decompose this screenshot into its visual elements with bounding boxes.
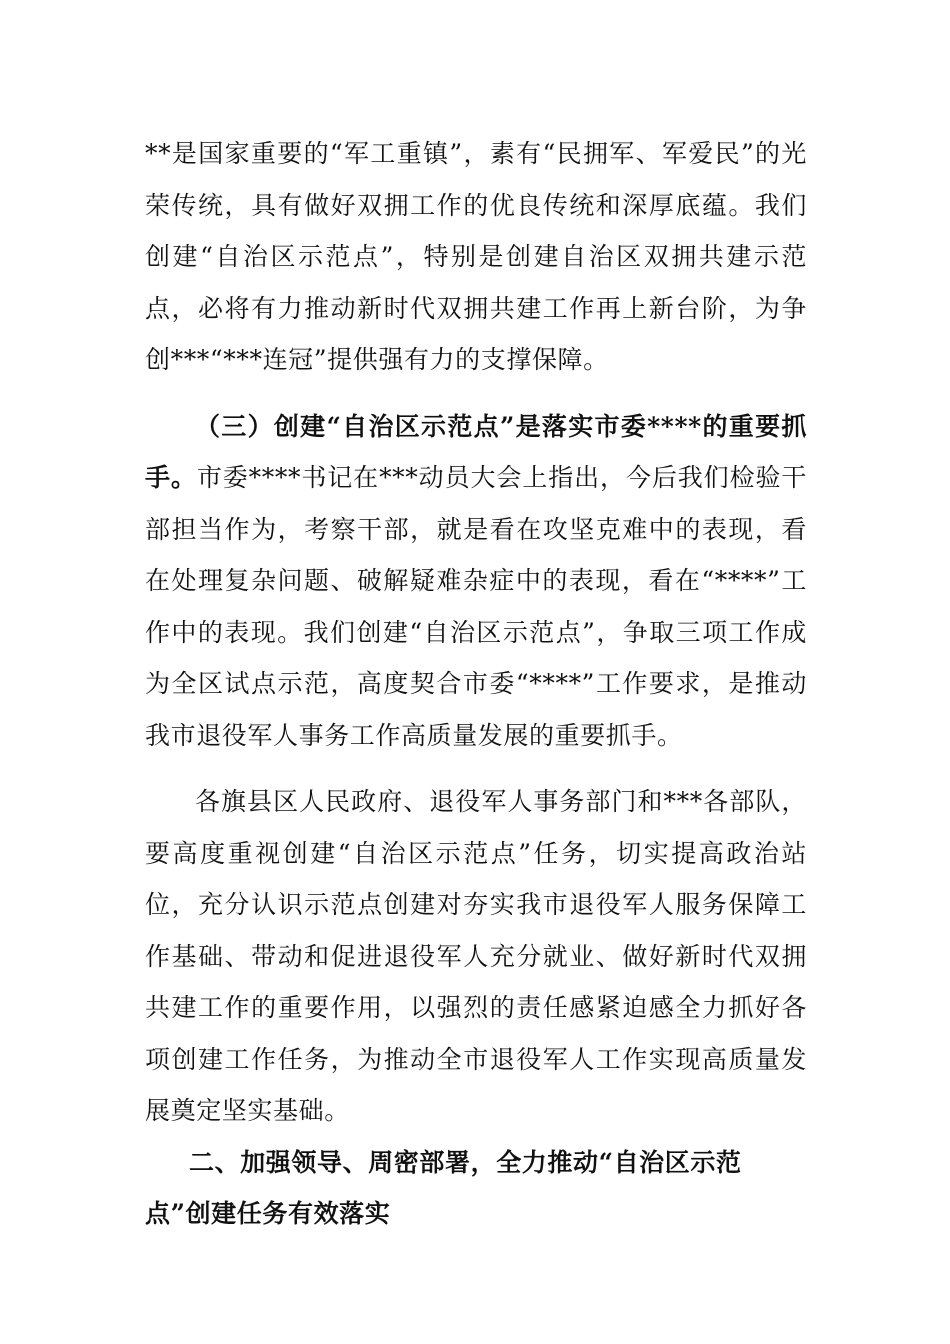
- paragraph-section-three: [145, 401, 807, 762]
- paragraph-military-town: **是国家重要的“军工重镇”，素有“民拥军、军爱民”的光荣传统，具有做好双拥工作的优良传统和深厚底蕴。我们创建“自治区示范点”，特别是创建自治区双拥共建示范点，必将有力推动新时代双拥共建工作再上新台阶，为争创***“***连冠”提供强有力的支撑保障。: [145, 139, 807, 374]
- section-two-heading: 二、加强领导、周密部署，全力推动“自治区示范点”创建任务有效落实: [145, 1147, 742, 1228]
- section-three-body: 市委****书记在***动员大会上指出，今后我们检验干部担当作为，考察干部，就是看在攻坚克难中的表现，看在处理复杂问题、破解疑难杂症中的表现，看在“****”工作中的表现。我们创建“自治区示范点”，争取三项工作成为全区试点示范，高度契合市委“****”工作要求，是推动我市退役军人事务工作高质量发展的重要抓手。: [145, 463, 808, 750]
- document-page: [145, 128, 807, 1240]
- section-three-heading: （三）创建“自治区示范点”是落实市委****的重要抓手。: [145, 411, 807, 492]
- paragraph-requirements: 各旗县区人民政府、退役军人事务部门和***各部队，要高度重视创建“自治区示范点”任务，切实提高政治站位，充分认识示范点创建对夯实我市退役军人服务保障工作基础、带动和促进退役军人充分就业、做好新时代双拥共建工作的重要作用，以强烈的责任感紧迫感全力抓好各项创建工作任务，为推动全市退役军人工作实现高质量发展奠定坚实基础。: [145, 787, 807, 1125]
